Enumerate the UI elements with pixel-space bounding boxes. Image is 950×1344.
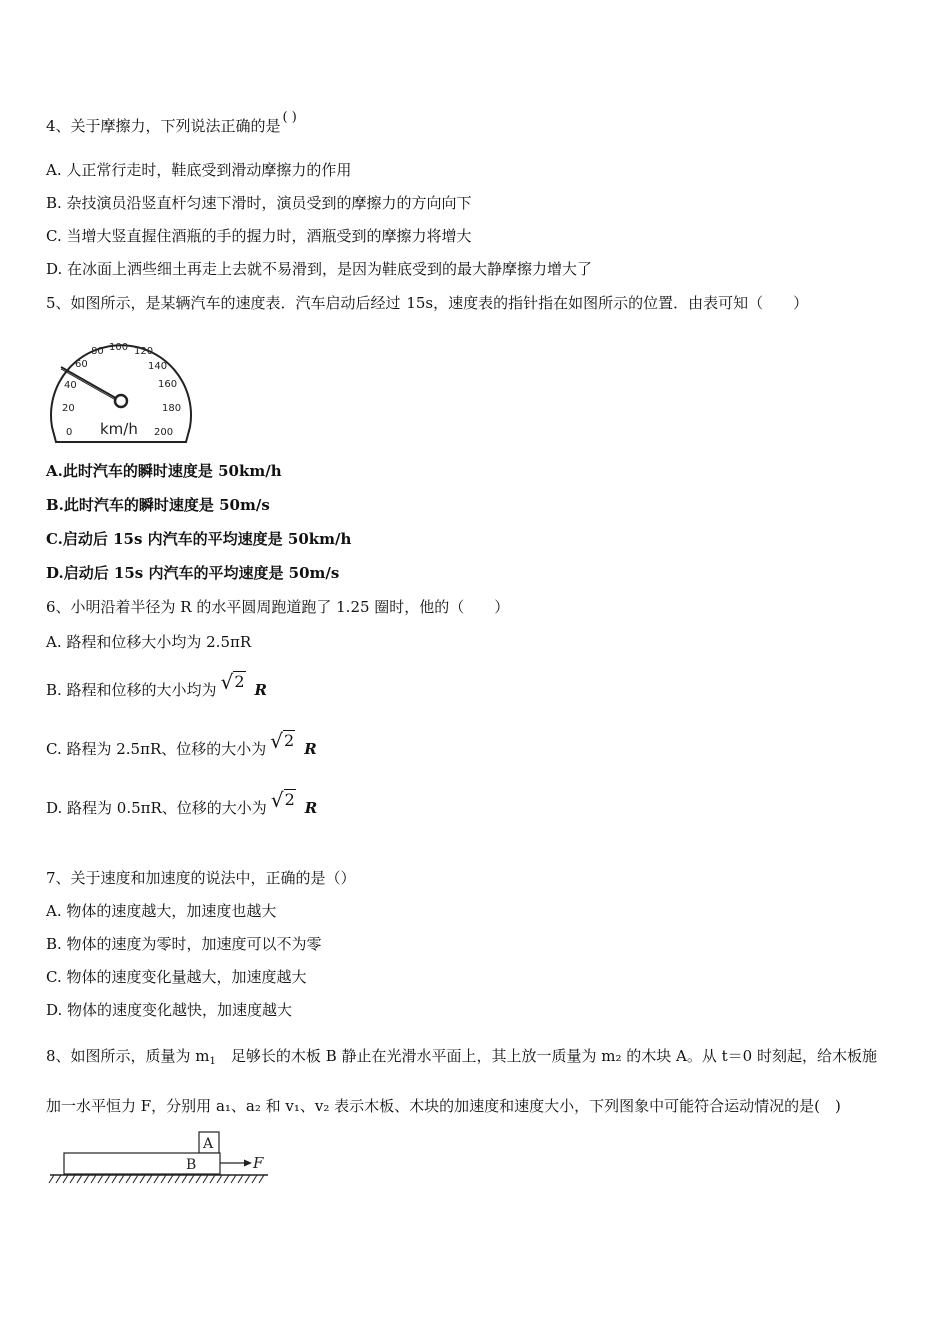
q4-paren: ( ) [282, 110, 297, 125]
q6-option-c [46, 729, 317, 759]
gauge-tick-60: 60 [75, 359, 88, 370]
q8-line-1 [46, 1046, 877, 1069]
q4-option-b: B. 杂技演员沿竖直杆匀速下滑时，演员受到的摩擦力的方向向下 [46, 194, 472, 212]
q6-option-b-text: B. 路程和位移的大小均为 [46, 681, 217, 699]
gauge-tick-160: 160 [158, 379, 178, 390]
q8-line-1-part-a: 8、如图所示，质量为 m [46, 1047, 210, 1065]
radius-symbol: R [304, 740, 317, 758]
q4-option-c: C. 当增大竖直握住酒瓶的手的握力时，酒瓶受到的摩擦力将增大 [46, 227, 472, 245]
gauge-tick-180: 180 [162, 403, 182, 414]
q5-option-c: C.启动后 15s 内汽车的平均速度是 50km/h [46, 530, 352, 548]
q6-option-b [46, 670, 267, 700]
sqrt-symbol: √2 [220, 670, 245, 694]
sqrt-symbol: √2 [270, 788, 295, 812]
q4-option-d: D. 在冰面上洒些细土再走上去就不易滑到，是因为鞋底受到的最大静摩擦力增大了 [46, 260, 593, 278]
speedometer-figure [44, 327, 198, 447]
q6-option-d-text: D. 路程为 0.5πR、位移的大小为 [46, 799, 267, 817]
q7-option-b: B. 物体的速度为零时，加速度可以不为零 [46, 935, 322, 953]
q6-option-a: A. 路程和位移大小均为 2.5πR [46, 633, 252, 651]
gauge-tick-200: 200 [154, 427, 174, 438]
needle-pivot [115, 395, 127, 407]
q7-option-a: A. 物体的速度越大，加速度也越大 [46, 902, 277, 920]
q7-option-d: D. 物体的速度变化越快，加速度越大 [46, 1001, 293, 1019]
sqrt-symbol: √2 [270, 729, 295, 753]
gauge-tick-140: 140 [148, 361, 168, 372]
q4-stem [46, 110, 297, 138]
q8-line-1-part-b: 足够长的木板 B 静止在光滑水平面上，其上放一质量为 m₂ 的木块 A。从 t＝0 时刻起，给木板施 [215, 1047, 877, 1065]
radius-symbol: R [304, 799, 318, 817]
board-b-label: B [186, 1157, 197, 1173]
board-b [64, 1153, 220, 1174]
force-label: F [253, 1154, 264, 1172]
q8-m1-subscript: 1 [209, 1056, 216, 1067]
q6-stem: 6、小明沿着半径为 R 的水平圆周跑道跑了 1.25 圈时，他的（ ） [46, 598, 510, 616]
q7-option-c: C. 物体的速度变化量越大，加速度越大 [46, 968, 307, 986]
q6-option-c-text: C. 路程为 2.5πR、位移的大小为 [46, 740, 267, 758]
gauge-tick-20: 20 [62, 403, 75, 414]
q5-option-b: B.此时汽车的瞬时速度是 50m/s [46, 496, 270, 514]
gauge-tick-80: 80 [91, 346, 104, 357]
ground-hatching [49, 1175, 264, 1183]
q4-option-a: A. 人正常行走时，鞋底受到滑动摩擦力的作用 [46, 161, 352, 179]
q5-option-a: A.此时汽车的瞬时速度是 50km/h [46, 462, 282, 480]
gauge-tick-40: 40 [64, 380, 77, 391]
q6-option-d [46, 788, 318, 818]
q8-line-2: 加一水平恒力 F，分别用 a₁、a₂ 和 v₁、v₂ 表示木板、木块的加速度和速度大小，下列图象中可能符合运动情况的是( ) [46, 1097, 841, 1115]
q5-stem: 5、如图所示，是某辆汽车的速度表．汽车启动后经过 15s，速度表的指针指在如图所示的位置．由表可知（ ） [46, 294, 809, 312]
board-block-diagram [46, 1130, 276, 1186]
gauge-unit: km/h [100, 420, 138, 438]
radius-symbol: R [254, 681, 267, 699]
gauge-tick-100: 100 [109, 342, 129, 353]
q4-stem-text: 4、关于摩擦力，下列说法正确的是 [46, 117, 281, 135]
q7-stem: 7、关于速度和加速度的说法中，正确的是（） [46, 869, 356, 887]
gauge-tick-120: 120 [134, 346, 154, 357]
gauge-tick-0: 0 [66, 427, 73, 438]
block-a-label: A [203, 1136, 214, 1152]
q5-option-d: D.启动后 15s 内汽车的平均速度是 50m/s [46, 564, 340, 582]
